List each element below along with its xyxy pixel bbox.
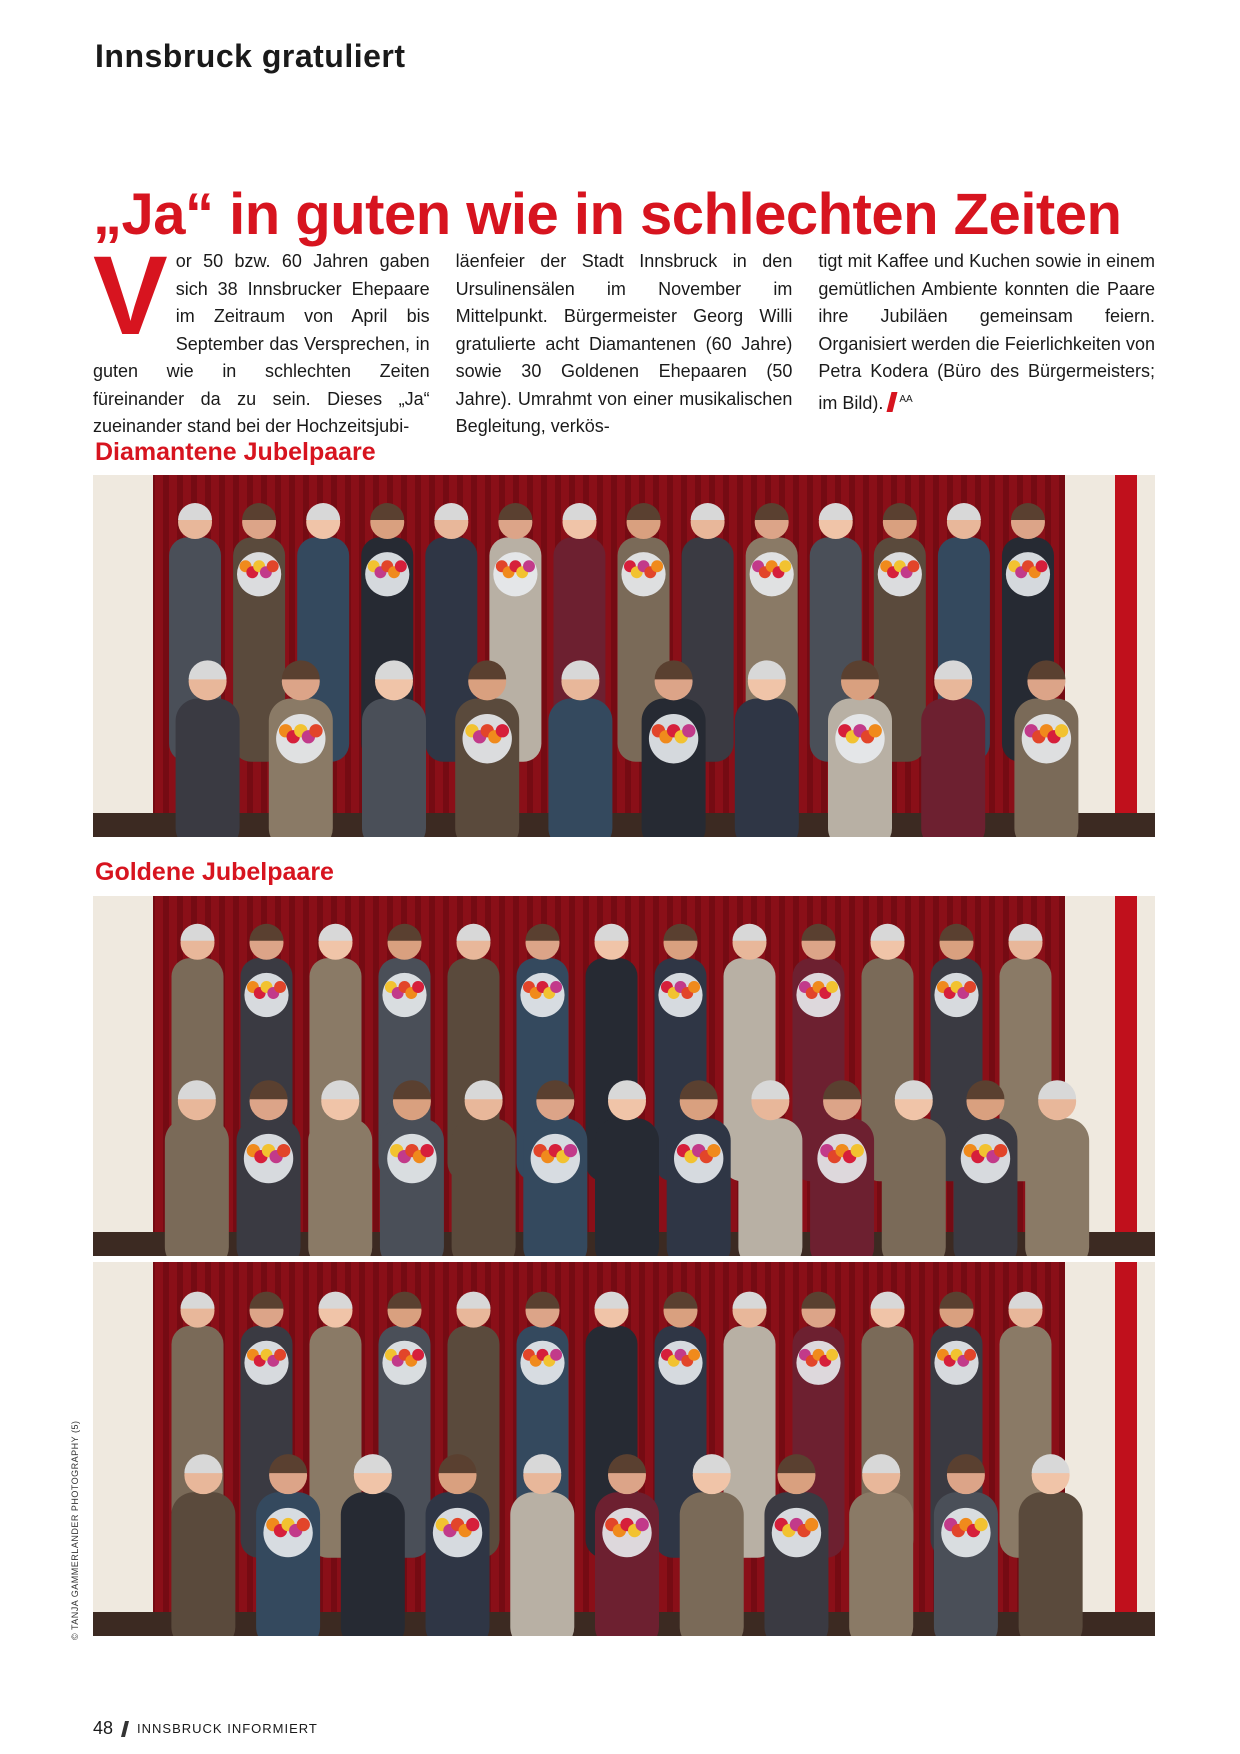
bouquet-flower [1055, 724, 1068, 737]
bouquet-flower [297, 1518, 310, 1531]
bouquet-flower [907, 560, 919, 572]
bouquet-flower [550, 981, 562, 993]
subhead-diamond: Diamantene Jubelpaare [95, 438, 376, 466]
photo-golden-1-svg [93, 896, 1155, 1256]
bouquet-flower [994, 1144, 1007, 1157]
article-column-3 [818, 248, 1155, 441]
drop-cap: V [93, 233, 168, 358]
article-text-3: tigt mit Kaffee und Kuchen sowie in einem gemütlichen Ambiente konnten die Paare ihre Jubiläen gemeinsam feiern. Organisiert werden die Feierlichkeiten von Petra Kodera (Büro des Bürgermeisters; im Bild). [818, 251, 1156, 413]
person-body [171, 1492, 235, 1636]
bouquet-flower [274, 1349, 286, 1361]
magazine-name: INNSBRUCK INFORMIERT [137, 1721, 318, 1736]
person-body [548, 698, 612, 837]
article-text-2: läenfeier der Stadt Innsbruck in den Ursulinensälen im November im Mittelpunkt. Bürgermeister Georg Willi gratulierte acht Diamantenen (60 Jahre) sowie 30 Goldenen Ehepaaren (50 Jahre). Umrahmt von einer musikalischen Begleitung, verkös- [455, 251, 793, 436]
bouquet-flower [805, 1518, 818, 1531]
bouquet-flower [688, 1349, 700, 1361]
person-body [176, 698, 240, 837]
person-body [882, 1118, 946, 1256]
bouquet-flower [974, 1518, 987, 1531]
bouquet-flower [309, 724, 322, 737]
subhead-golden: Goldene Jubelpaare [95, 858, 334, 886]
author-initials: AA [899, 393, 913, 405]
person-body [849, 1492, 913, 1636]
bouquet-flower [651, 560, 663, 572]
bouquet-flower [564, 1144, 577, 1157]
bouquet-flower [688, 981, 700, 993]
bouquet-flower [277, 1144, 290, 1157]
section-label: Innsbruck gratuliert [95, 38, 406, 74]
photo-golden-couples-1 [93, 896, 1155, 1256]
bouquet-flower [395, 560, 407, 572]
bouquet-flower [466, 1518, 479, 1531]
photo-diamond-couples [93, 475, 1155, 837]
article-column-2 [456, 248, 793, 441]
photo-golden-2-svg [93, 1262, 1155, 1636]
bouquet-flower [412, 1349, 424, 1361]
page-number: 48 [93, 1718, 114, 1738]
bouquet-flower [523, 560, 535, 572]
article-body [93, 233, 1156, 441]
headline: „Ja“ in guten wie in schlechten Zeiten [93, 181, 1122, 247]
bouquet-flower [550, 1349, 562, 1361]
person-body [595, 1118, 659, 1256]
person-body [308, 1118, 372, 1256]
bouquet-flower [496, 724, 509, 737]
bouquet-flower [826, 1349, 838, 1361]
photo-golden-couples-2 [93, 1262, 1155, 1636]
person-body [680, 1492, 744, 1636]
person-body [341, 1492, 405, 1636]
article-text-1: or 50 bzw. 60 Jahren gaben sich 38 Innsbrucker Ehepaare im Zeitraum von April bis September das Versprechen, in guten wie in schlechten Zeiten füreinander da zu sein. Dieses „Ja“ zueinander stand bei der Hochzeitsjubi- [93, 251, 430, 436]
person-body [165, 1118, 229, 1256]
bouquet-flower [869, 724, 882, 737]
bouquet-flower [707, 1144, 720, 1157]
bouquet-flower [267, 560, 279, 572]
bouquet-flower [420, 1144, 433, 1157]
person-body [362, 698, 426, 837]
bouquet-flower [274, 981, 286, 993]
person-body [510, 1492, 574, 1636]
bouquet-flower [412, 981, 424, 993]
bouquet-flower [682, 724, 695, 737]
bouquet-flower [851, 1144, 864, 1157]
person-body [735, 698, 799, 837]
person-body [452, 1118, 516, 1256]
bouquet-flower [636, 1518, 649, 1531]
footer-slash-icon [121, 1721, 129, 1737]
bouquet-flower [1036, 560, 1048, 572]
photo-credit: © TANJA GAMMERLANDER PHOTOGRAPHY (5) [70, 1420, 80, 1640]
photo-diamond-svg [93, 475, 1155, 837]
person-body [738, 1118, 802, 1256]
end-mark-icon [887, 392, 898, 412]
page-footer [93, 1718, 318, 1739]
bouquet-flower [779, 560, 791, 572]
bouquet-flower [964, 1349, 976, 1361]
person-body [921, 698, 985, 837]
article-column-1 [93, 233, 430, 441]
person-body [1025, 1118, 1089, 1256]
bouquet-flower [964, 981, 976, 993]
bouquet-flower [826, 981, 838, 993]
person-body [1019, 1492, 1083, 1636]
